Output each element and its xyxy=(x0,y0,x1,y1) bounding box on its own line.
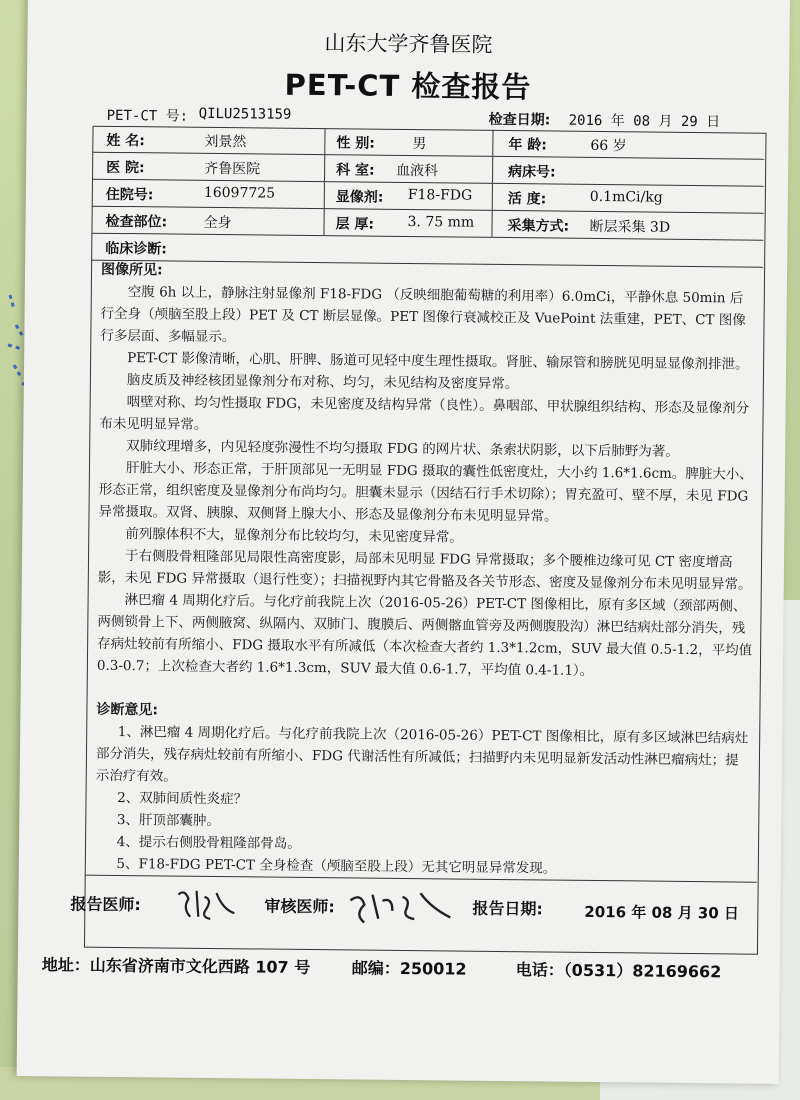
finding-paragraph: 脑皮质及神经核团显像剂分布对称、均匀，未见结构及密度异常。 xyxy=(126,372,519,393)
patient-hospital: 齐鲁医院 xyxy=(204,160,261,178)
finding-paragraph: 于右侧股骨粗隆部见局限性高密度影，局部未见明显 FDG 异常摄取；多个腰椎边缘可见 CT 密度增高影，未见 FDG 异常摄取（退行性变）；扫描视野内其它骨骼及各关节形态、密度及显像剂分布未见明显异常。 xyxy=(97,548,752,593)
acquisition-mode: 断层采集 3D xyxy=(589,218,671,236)
hospital-label: 医 院: xyxy=(106,159,145,177)
finding-paragraph: 双肺纹理增多，内见轻度弥漫性不均匀摄取 FDG 的网片状、条索状阴影，以下后肺野为著。 xyxy=(126,438,679,460)
patient-info-table xyxy=(91,126,764,268)
report-date-label: 报告日期: xyxy=(472,898,543,919)
name-label: 姓 名: xyxy=(106,132,145,150)
hospital-name: 山东大学齐鲁医院 xyxy=(324,31,493,57)
hospital-address: 地址：山东省济南市文化西路 107 号 xyxy=(41,955,311,978)
reviewer-signature xyxy=(342,886,462,927)
reporter-signature xyxy=(172,885,242,926)
diagnosis-item: 4、提示右侧股骨粗隆部骨岛。 xyxy=(116,833,301,852)
signature-row xyxy=(70,875,757,953)
finding-paragraph: 空腹 6h 以上，静脉注射显像剂 F18-FDG （反映细胞葡萄糖的利用率）6.0mCi，平静休息 50min 后行全身（颅脑至股上段）PET 及 CT 断层显像。PET 图像行衰减校正及 VuePoint 法重建，PET、CT 图像行多层面、多幅显示。 xyxy=(100,284,746,346)
petct-no: QILU2513159 xyxy=(198,105,292,123)
age-label: 年 龄: xyxy=(508,137,547,154)
dept-label: 科 室: xyxy=(336,162,375,179)
diagnosis-item: 3、肝顶部囊肿。 xyxy=(116,811,221,830)
report-date: 2016 年 08 月 30 日 xyxy=(584,902,740,923)
phone-number: 电话：（0531）82169662 xyxy=(515,960,722,982)
finding-paragraph: 肝脏大小、形态正常，于肝顶部见一无明显 FDG 摄取的囊性低密度灶，大小约 1.6*1.6cm。脾脏大小、形态正常，组织密度及显像剂分布尚均匀。胆囊未显示（因结石行手术切除）；胃充盈可、壁不厚，未见 FDG 异常摄取。双肾、胰腺、双侧肾上腺大小、形态及显像剂分布未见明显异常。 xyxy=(98,460,753,525)
reviewer-label: 审核医师: xyxy=(264,896,335,917)
site-label: 检查部位: xyxy=(105,213,168,231)
slice-thickness: 3. 75 mm xyxy=(407,213,475,231)
exam-date-label: 检查日期: xyxy=(488,111,551,129)
thickness-label: 层 厚: xyxy=(335,216,375,233)
agent-label: 显像剂: xyxy=(335,189,384,206)
patient-age: 66 岁 xyxy=(590,137,627,155)
exam-date: 2016 年 08 月 29 日 xyxy=(568,112,721,131)
exam-site: 全身 xyxy=(203,214,232,232)
mode-label: 采集方式: xyxy=(507,218,570,235)
clinical-label: 临床诊断: xyxy=(105,240,167,258)
report-title: PET-CT 检查报告 xyxy=(284,67,532,105)
finding-paragraph: 淋巴瘤 4 周期化疗后。与化疗前我院上次（2016-05-26）PET-CT 图像相比，原有多区域（颈部两侧、两侧锁骨上下、两侧腋窝、纵隔内、双肺门、腹膜后、两侧髂血管旁及两侧腹股沟）淋巴结病灶部分消失，残存病灶较前有所缩小、FDG 摄取水平有所减低（本次检查大者约 1.3*1.2cm，SUV 最大值 0.5-1.2，平均值 0.3-0.7；上次检查大者约 1.6*1.3cm，SUV 最大值 0.6-1.7，平均值 0.4-1.1）。 xyxy=(96,592,753,679)
diagnosis-item: 1、淋巴瘤 4 周期化疗后。与化疗前我院上次（2016-05-26）PET-CT 图像相比，原有多区域淋巴结病灶部分消失，残存病灶较前有所缩小、FDG 代谢活性有所减低；扫描野内未见明显新发活动性淋巴瘤病灶；提示治疗有效。 xyxy=(95,723,749,785)
activity-label: 活 度: xyxy=(507,191,547,208)
reporter-label: 报告医师: xyxy=(70,894,141,915)
activity-value: 0.1mCi/kg xyxy=(589,188,663,206)
diagnosis-title: 诊断意见: xyxy=(96,701,159,719)
diagnosis-item: 2、双肺间质性炎症？ xyxy=(117,789,248,808)
findings-title: 图像所见: xyxy=(100,261,163,279)
admission-label: 住院号: xyxy=(105,186,154,204)
patient-sex: 男 xyxy=(412,136,427,153)
report-sheet xyxy=(17,0,790,1084)
diagnosis-section xyxy=(95,699,753,882)
sex-label: 性 别: xyxy=(336,135,375,152)
findings-section xyxy=(97,259,757,684)
bed-label: 病床号: xyxy=(508,164,556,181)
patient-name: 刘景然 xyxy=(204,133,247,151)
finding-paragraph: 咽壁对称、均匀性摄取 FDG，未见密度及结构异常（良性）。鼻咽部、甲状腺组织结构、形态及显像剂分布未见明显异常。 xyxy=(99,394,750,433)
petct-no-label: PET-CT 号: xyxy=(106,107,189,125)
finding-paragraph: 前列腺体积不大，显像剂分布比较均匀，未见密度异常。 xyxy=(125,526,463,546)
diagnosis-item: 5、F18-FDG PET-CT 全身检查（颅脑至股上段）无其它明显异常发现。 xyxy=(116,855,557,877)
postal-code: 邮编：250012 xyxy=(351,958,467,979)
patient-dept: 血液科 xyxy=(396,162,439,180)
admission-no: 16097725 xyxy=(203,184,276,202)
imaging-agent: F18-FDG xyxy=(407,186,473,204)
finding-paragraph: PET-CT 影像清晰，心肌、肝脾、肠道可见轻中度生理性摄取。肾脏、输尿管和膀胱见明显显像剂排泄。 xyxy=(127,350,749,373)
